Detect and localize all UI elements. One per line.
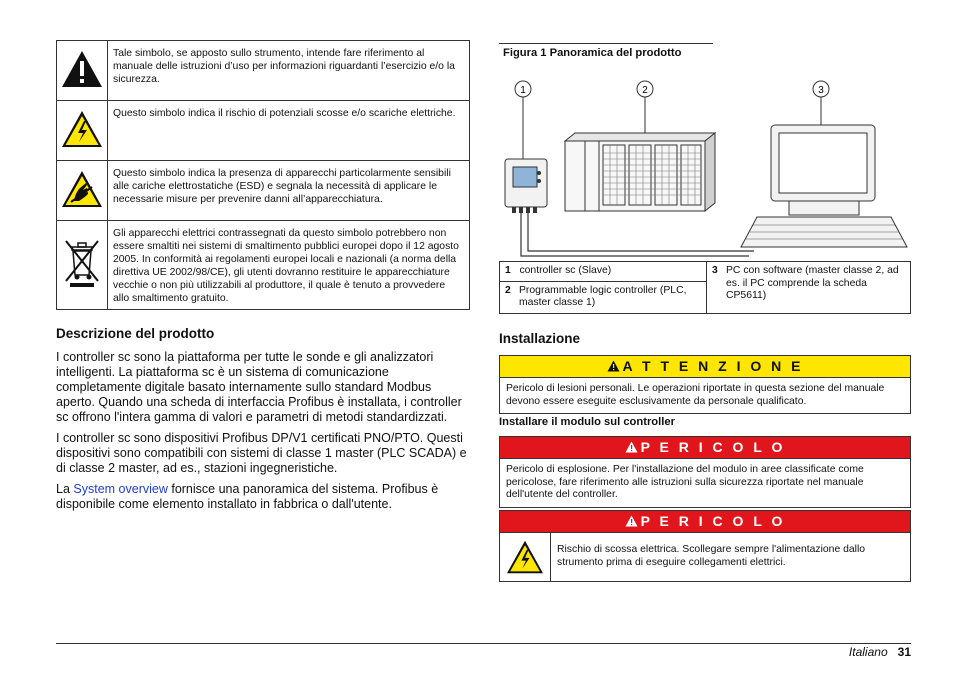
bus-cable — [521, 213, 754, 256]
symbol-description: Tale simbolo, se apposto sullo strumento, intende fare riferimento al manuale delle istruzioni d’uso per informazioni riguardanti l’esercizio e/o la sicurezza. — [108, 41, 470, 101]
paragraph — [56, 482, 472, 512]
legend-text: Programmable logic controller (PLC, master classe 1) — [519, 284, 687, 308]
danger-icon-cell — [500, 533, 551, 581]
page-number: 31 — [897, 645, 911, 659]
legend-number: 2 — [505, 284, 511, 296]
paragraph: I controller sc sono la piattaforma per tutte le sonde e gli analizzatori intelligenti. La piattaforma sc è un sistema di comunicazione completamente digitale basato internamente sullo standard Modbus aperto. Quando una scheda di interfaccia Profibus è installata, i controller sc offrono l'intera gamma di valori e parametri di metodi standardizzati. — [56, 350, 462, 424]
symbol-icon-cell — [57, 41, 108, 101]
symbol-description: Questo simbolo indica il rischio di potenziali scosse e/o scariche elettriche. — [108, 101, 470, 161]
callout-1 — [515, 81, 531, 159]
symbol-row — [57, 221, 470, 310]
callout-number: 1 — [520, 85, 526, 96]
text-span: La — [56, 482, 74, 496]
legend-row — [500, 262, 911, 282]
symbol-description: Gli apparecchi elettrici contrassegnati da questo simbolo potrebbero non essere smaltiti nei sistemi di smaltimento pubblici europei dopo il 12 agosto 2005. In conformità ai regolamenti europei locali e nazionali (a norma della direttiva UE 2002/98/CE), gli utenti dovranno restituire le apparecchiature vecchie o non più utilizzabili al produttore, il quale è tenuto a provvedere allo smaltimento gratuito. — [108, 221, 470, 310]
figure-legend — [499, 261, 911, 314]
legend-text: controller sc (Slave) — [519, 265, 612, 276]
electric-shock-icon — [505, 539, 545, 575]
legend-text: PC con software (master classe 2, ad es. il PC comprende la scheda CP5611) — [726, 265, 899, 301]
danger-label: P E R I C O L O — [640, 513, 786, 529]
symbol-table — [56, 40, 470, 310]
section-heading-product: Descrizione del prodotto — [56, 326, 215, 341]
legend-number: 3 — [712, 265, 718, 276]
symbol-row — [57, 101, 470, 161]
figure-rule — [499, 43, 713, 44]
text-span: fornisce una panoramica del sistema. Profibus è disponibile come elemento installato in fabbrica o dall'utente. — [56, 482, 439, 511]
caution-text: Pericolo di lesioni personali. Le operazioni riportate in questa sezione del manuale devono essere eseguite esclusivamente da personale qualificato. — [506, 383, 885, 407]
symbol-icon-cell — [57, 221, 108, 310]
plc-illustration — [565, 133, 715, 211]
warning-exclamation-icon — [60, 49, 104, 89]
caution-label: A T T E N Z I O N E — [622, 358, 804, 374]
legend-item — [500, 262, 707, 282]
callout-3 — [813, 81, 829, 125]
danger-text: Pericolo di esplosione. Per l'installazione del modulo in aree classificate come pericolose, fare riferimento alle istruzioni sulla sicurezza riportate nel manuale dell'utente del controller. — [506, 464, 864, 500]
callout-number: 2 — [642, 85, 648, 96]
symbol-icon-cell — [57, 161, 108, 221]
danger-body — [500, 533, 910, 581]
electric-shock-icon — [60, 109, 104, 149]
system-overview-link[interactable]: System overview — [73, 482, 168, 496]
footer-language: Italiano — [848, 645, 888, 659]
warning-icon — [625, 441, 638, 453]
legend-number: 1 — [505, 265, 511, 276]
sc-controller-illustration — [505, 159, 547, 213]
warning-icon — [625, 515, 638, 527]
legend-item — [500, 281, 707, 313]
paragraph: I controller sc sono dispositivi Profibus DP/V1 certificati PNO/PTO. Questi dispositivi sono compatibili con sistemi di classe 1 master (PLC SCADA) e di classe 2 master, ad es., stazioni ingegneristiche. — [56, 431, 467, 475]
danger-header — [500, 511, 910, 533]
symbol-icon-cell — [57, 101, 108, 161]
danger-box — [499, 436, 911, 508]
pc-illustration — [741, 125, 907, 247]
footer-rule — [56, 643, 911, 644]
weee-bin-icon — [60, 237, 104, 289]
section-heading-install: Installazione — [499, 331, 581, 346]
symbol-row — [57, 41, 470, 101]
legend-item — [707, 262, 911, 314]
callout-2 — [637, 81, 653, 133]
danger-label: P E R I C O L O — [640, 439, 786, 455]
caution-header — [500, 356, 910, 378]
esd-icon — [60, 169, 104, 209]
symbol-description: Questo simbolo indica la presenza di apparecchi particolarmente sensibili alle cariche elettrostatiche (ESD) e segnala la necessità di applicare le necessarie misure per prevenire danni all’apparecchiatura. — [108, 161, 470, 221]
symbol-row — [57, 161, 470, 221]
warning-icon — [607, 360, 620, 372]
product-overview-diagram — [499, 75, 911, 257]
danger-header — [500, 437, 910, 459]
callout-number: 3 — [818, 85, 824, 96]
footer — [849, 645, 911, 659]
danger-text: Rischio di scossa elettrica. Scollegare sempre l'alimentazione dallo strumento prima di eseguire collegamenti elettrici. — [557, 544, 866, 568]
danger-box-electric — [499, 510, 911, 582]
caution-box — [499, 355, 911, 414]
product-description — [56, 350, 472, 518]
install-subheading: Installare il modulo sul controller — [499, 416, 675, 428]
figure-title: Figura 1 Panoramica del prodotto — [503, 47, 682, 59]
